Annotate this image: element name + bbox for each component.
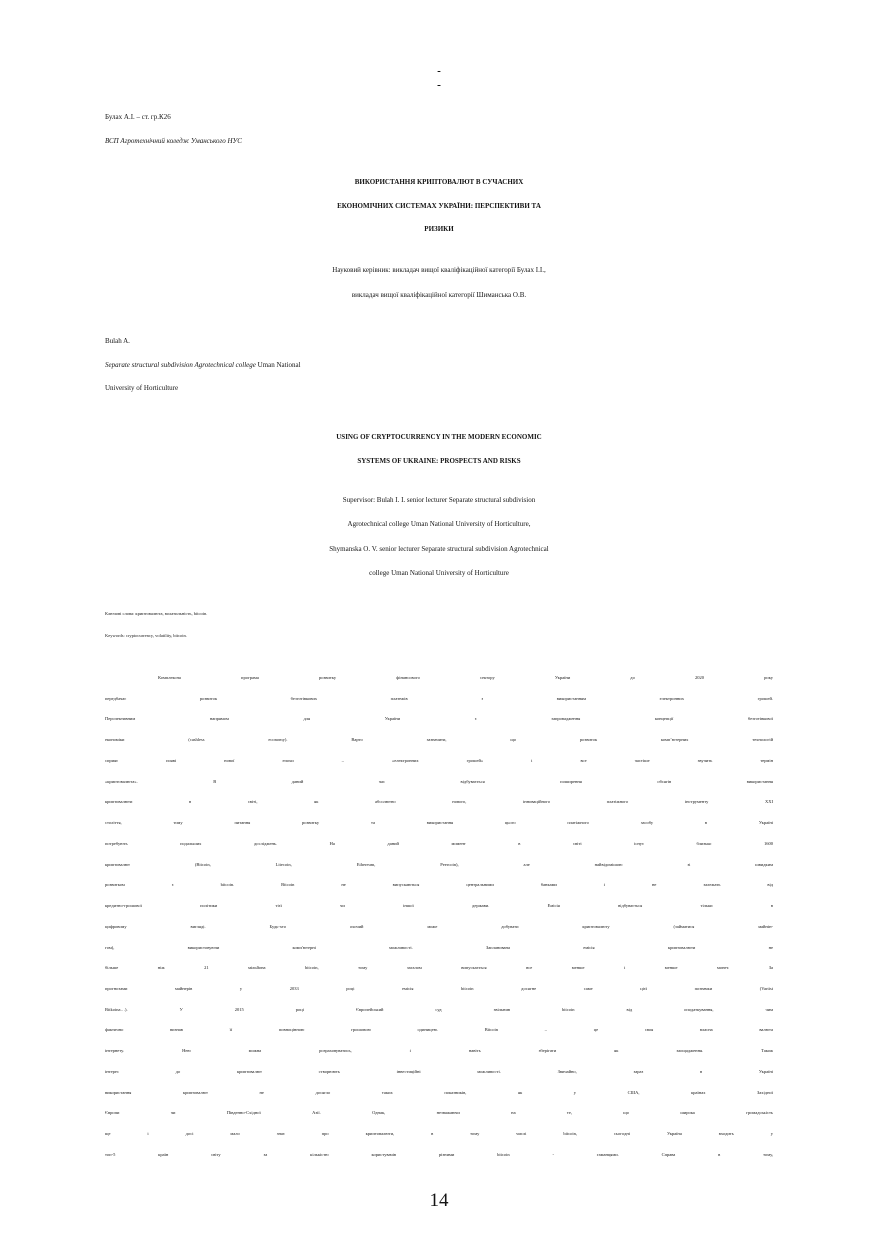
supervisor-block-en xyxy=(105,488,773,585)
conference-theme xyxy=(105,77,773,91)
conference-name xyxy=(105,63,773,77)
supervisor-en-line: college Uman National University of Horticulture xyxy=(369,568,509,577)
supervisor-ua-line: викладач вищої кваліфікаційної категорії Шиманська О.В. xyxy=(351,290,527,299)
body-text-line: сприяє появі нової епохи – «електронних грошей» і все частіше звучить термін xyxy=(105,757,773,763)
author-affiliation-en-line2: University of Horticulture xyxy=(105,384,179,392)
author-block-ua xyxy=(105,105,773,153)
body-text-line: Європи чи Південно-Східної Азії. Однак, незважаючи на те, що широка громадськість xyxy=(105,1110,773,1116)
body-text-line: інтернету. Нею можна розраховуватись, і навіть зберігати як заощадження. Також xyxy=(105,1048,773,1054)
body-text-line: криптовалют (Bitcoin, Litecoin, Ethereum, Peercoin), але найвідомішою зі швидким xyxy=(105,861,773,867)
body-text-line: топ-5 країн світу за кількістю користувачів різними bitcoin - гаманцями. Справа в тому, xyxy=(105,1151,773,1157)
keywords-en: Keywords: cryptocurrency, volatility, bitcoin. xyxy=(105,633,187,638)
body-text-line: кредитно-грошової політики тієї чи іншої держави. Емісія відбувається тільки в xyxy=(105,903,773,909)
conference-header xyxy=(105,63,773,91)
supervisor-en-line: Agrotechnical college Uman National University of Horticulture, xyxy=(347,520,531,529)
paper-title-ua xyxy=(105,171,773,242)
body-text-line: передбачає розвиток безготівкових платежів з використанням електронних грошей. xyxy=(105,695,773,701)
author-block-en xyxy=(105,330,773,401)
supervisor-en-line: Supervisor: Bulah I. I. senior lecturer Separate structural subdivision xyxy=(342,496,536,504)
supervisor-ua-line: Науковий керівник: викладач вищої кваліфікаційної категорії Булах І.І., xyxy=(332,266,546,274)
body-text-line: Комплексна програма розвитку фінансового сектору України до 2020 року xyxy=(158,675,773,680)
keywords-ua: Ключові слова: криптовалюта, волатильність, bitcoin. xyxy=(105,611,208,616)
author-name-ua: Булах А.І. – ст. гр.К26 xyxy=(105,113,171,121)
paper-title-en xyxy=(105,425,773,473)
body-text-line: цифровому вигляді. Будь-хто охочий може добувати криптовалюту (займатися майнін- xyxy=(105,923,773,929)
supervisor-en-line: Shymanska O. V. senior lecturer Separate structural subdivision Agrotechnical xyxy=(329,544,549,553)
keywords-block xyxy=(105,603,773,647)
title-ua-line: ЕКОНОМІЧНИХ СИСТЕМАХ УКРАЇНИ: ПЕРСПЕКТИВИ ТА xyxy=(337,201,541,210)
page-number: 14 xyxy=(429,1190,449,1211)
body-text-line: прогнозами майнерів у 2033 році емісія bitcoin досягне саме цієї позначки (Vartist xyxy=(105,986,773,992)
author-name-en: Bulah A. xyxy=(105,337,130,345)
body-text-line: використання криптовалют не досягло таких показників, як у США, країнах Західної xyxy=(105,1089,773,1095)
author-affiliation-ua: ВСП Агротехнічний коледж Уманського НУС xyxy=(105,137,242,145)
supervisor-block-ua xyxy=(105,258,773,307)
body-text-line: розвитком є bitcoin. Bitcoin не випускаються центральними банками і не залежать від xyxy=(105,882,773,888)
body-text-line: століття, тому питання розвитку та використання цього платіжного засобу в Україні xyxy=(105,820,773,826)
body-text-line: Перспективним напрямом для України є запровадження концепції безготівкової xyxy=(105,716,773,722)
body-text-line: фактично визнав її повноцінною грошовою одиницею. Bitcoin – це своя власна валюта xyxy=(105,1027,773,1033)
title-en-line: SYSTEMS OF UKRAINE: PROSPECTS AND RISKS xyxy=(357,457,521,465)
title-ua-line: ВИКОРИСТАННЯ КРИПТОВАЛЮТ В СУЧАСНИХ xyxy=(354,178,524,186)
body-text-line: ще і досі мало знає про криптовалюти, в тому числі bitcoin, сьогодні Україна входить у xyxy=(105,1131,773,1137)
body-text-line: економіки (cashless economy). Варто зазначити, що розвиток комп’ютерних технологій xyxy=(105,737,773,743)
affiliation-university: Uman National xyxy=(257,360,301,369)
body-text-line: криптовалюти в світі, як абсолютно нового, інноваційного платіжного інструменту XXI xyxy=(105,799,773,805)
body-text-line: «криптовалюта». В даний час відбувається поширення обсягів використання xyxy=(105,778,773,784)
body-text-line: Bitkoina…). У 2015 році Європейський суд звільнив bitcoin від оподаткування, чим xyxy=(105,1006,773,1012)
body-paragraph xyxy=(105,668,773,1166)
title-ua-line: РИЗИКИ xyxy=(424,225,454,233)
body-text-line: більше ніж 21 мільйона bitcoin, тому загалом випускається все менше і менше монет. За xyxy=(105,965,773,971)
author-affiliation-en xyxy=(105,354,773,378)
affiliation-subdivision: Separate structural subdivision Agrotechnical college xyxy=(105,360,256,369)
body-text-line: потребують подальших досліджень. На даний момент в світі існує близько 1600 xyxy=(105,840,773,846)
title-en-line: USING OF CRYPTOCURRENCY IN THE MODERN ECONOMIC xyxy=(336,433,542,441)
body-text-line: гом), використовуючи комп'ютерні можливості. Запланована емісія криптовалюти не xyxy=(105,944,773,950)
body-text-line: інтерес до криптовалют створюють інвестиційні можливості. Звичайно, зараз в Україні xyxy=(105,1068,773,1074)
